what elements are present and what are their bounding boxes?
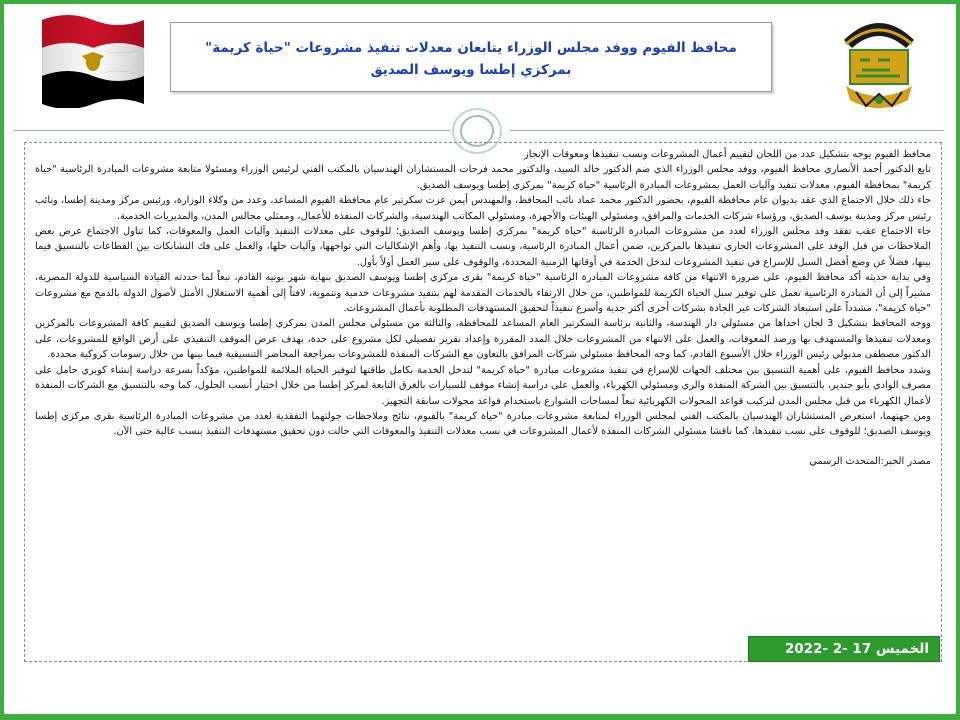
article-paragraph: وفي بداية حديثه أكد محافظ الفيوم، على ضرورة الانتهاء من كافة مشروعات المبادرة الرئاسية "حياة كريمة" بقرى مركزي إطسا ويوسف الصديق بنهاية شهر يونيه القادم، تبعاً لما حددته القيادة السياسية للدولة المصرية، مشيراً إلى أن المبادرة الرئاسية تعمل على توفير سبل الحياة الكريمة للمواطنين، من خلال الارتقاء بالخدمات المقدمة لهم بتنفيذ مشروعات خدمية وتنموية، لافتاً إلى أهمية الاستغلال الأمثل لأصول الدولة بالدمج مع مشروعات "حياة كريمة"، مشدداً على استبعاد الشركات غير الجادة بشركات أخرى أكثر جدية وأسرع تنفيذاً لتحقيق المستهدفات المطلوبة بأعمال المشروعات. bbox=[35, 272, 931, 315]
news-source: مصدر الخبر:المتحدث الرسمي bbox=[809, 455, 931, 467]
article-paragraph: تابع الدكتور أحمد الأنصاري محافظ الفيوم، ووفد مجلس الوزراء الذي ضم الدكتور خالد السيد، والدكتور محمد فرحات المستشاران الهندسيان بالمكتب الفني لرئيس الوزراء ومسئولا متابعة مشروعات المبادرة الرئاسية "حياة كريمة" بمحافظة الفيوم، معدلات تنفيذ وآليات العمل بمشروعات المبادرة الرئاسية "حياة كريمة" بمركزي إطسا ويوسف الصديق. bbox=[35, 164, 931, 191]
page-frame-left bbox=[0, 0, 4, 720]
article-body bbox=[24, 142, 942, 662]
article-paragraph: وشدد محافظ الفيوم، على أهمية التنسيق بين مختلف الجهات للإسراع في تنفيذ مشروعات مبادرة "حياة كريمة" لتدخل الخدمة بكامل طاقتها لتوفير الحياة الملائمة للمواطنين، مؤكداً بسرعة دراسة إنشاء كوبري حامل على مصرف الوادي بأبو جندير، بالتنسيق بين الشركة المنفذة والري ومسئولي الكهرباء، والعمل على دراسة إنشاء موقف للسيارات بالغرق التابعة لمركز إطسا من خلال اختيار أنسب الحلول، كما وجه بالتنسيق مع الشركات المنفذة لأعمال الكهرباء من قبل مجلس المدن لتركيب قواعد المحولات الكهربائية تبعاً لمساحات الشوارع باستخدام قواعد محولات سابقة التجهيز. bbox=[35, 364, 931, 407]
page-frame-bottom bbox=[0, 714, 960, 720]
article-paragraph: ومن جهتهما، استعرض المستشاران الهندسيان بالمكتب الفني لمجلس الوزراء لمتابعة مشروعات مبادرة "حياة كريمة" بالفيوم، نتائج وملاحظات جولتهما التفقدية لعدد من مشروعات المبادرة الرئاسية بقرى مركزي إطسا ويوسف الصديق؛ للوقوف على نسب تنفيذها، كما ناقشا مسئولي الشركات المنفذة لأعمال المشروعات في نسب معدلات التنفيذ والمعوقات التي حالت دون تحقيق مستهدفات التنفيذ بنسب عالية حتى الآن. bbox=[35, 410, 931, 438]
page-frame-top bbox=[0, 0, 960, 4]
page-frame-right bbox=[956, 0, 960, 720]
governorate-emblem-icon bbox=[826, 10, 932, 118]
divider-right bbox=[510, 130, 944, 131]
article-paragraph: جاء ذلك خلال الاجتماع الذي عقد بديوان عام محافظة الفيوم، بحضور الدكتور محمد عماد نائب المحافظ، والمهندس أيمن عزت سكرتير عام محافظة الفيوم المساعد، وعدد من وكلاء الوزارة، ورئيس مركز ومدينة إطسا، ونائب رئيس مركز ومدينة يوسف الصديق، ورؤساء شركات الخدمات والمرافق، ومسئولي الهيئات والأجهزة، ومسئولي المكاتب الهندسية، والشركات المنفذة للأعمال، وممثلي مجالس المدن، والمديريات الخدمية. bbox=[35, 195, 931, 222]
article-paragraph: ووجه المحافظ بتشكيل 3 لجان احداها من مسئولي دار الهندسة، والثانية برئاسة السكرتير العام المساعد للمحافظة، والثالثة من مسئولي مجلس المدن بمركزي إطسا ويوسف الصديق لتقييم كافة المشروعات بالمركزين ومعدلات تنفيذها والمستهدف بها ورصد المعوقات، والعمل على الانتهاء من المشروعات خلال المدد المقررة وإعداد تقرير تفصيلي لكل مشروع على حدة، بهدف عرض الموقف التنفيذي على أرض الواقع للمشروعات، على الدكتور مصطفى مدبولي رئيس الوزراء خلال الأسبوع القادم، كما وجه المحافظ مسئولي شركات المرافق بالتعاون مع الشركات المنفذة للمشروعات بمراجعة المحاضر التنسيقية فيما بينها من خلال رسومات كروكية محددة. bbox=[35, 318, 932, 361]
date-text: الخميس 17 -2 -2022 bbox=[784, 641, 929, 657]
egypt-flag-icon bbox=[38, 8, 148, 108]
date-banner bbox=[748, 636, 940, 662]
article-paragraph: جاء الاجتماع عقب تفقد وفد مجلس الوزراء لعدد من مشروعات المبادرة الرئاسية "حياة كريمة" بمركزي إطسا ويوسف الصديق؛ للوقوف على معدلات التنفيذ وآليات العمل والمعوقات، كما تناول الاجتماع عرض بعض الملاحظات من قبل الوفد على المشروعات الجاري تنفيذها بالمركزين، ضمن أعمال المبادرة الرئاسية، ونسب التنفيذ بها، وأهم الإشكاليات التي تواجهها، وآليات حلها، والعمل على فك التشابكات بين القطاعات بالتنسيق فيما بينها، فضلاً عن وضع أفضل السبل للإسراع في تنفيذ المشروعات لتدخل الخدمة في أوقاتها الزمنية المحددة، والوقوف على سير العمل أولاً بأول. bbox=[35, 226, 931, 268]
page-title: محافظ الفيوم ووفد مجلس الوزراء يتابعان معدلات تنفيذ مشروعات "حياة كريمة" بمركزي إطسا ويوسف الصديق bbox=[170, 22, 772, 92]
divider-left bbox=[14, 130, 450, 131]
article-paragraph: محافظ الفيوم يوجه بتشكيل عدد من اللجان لتقييم أعمال المشروعات ونسب تنفيذها ومعوقات الإنجاز bbox=[524, 149, 931, 160]
